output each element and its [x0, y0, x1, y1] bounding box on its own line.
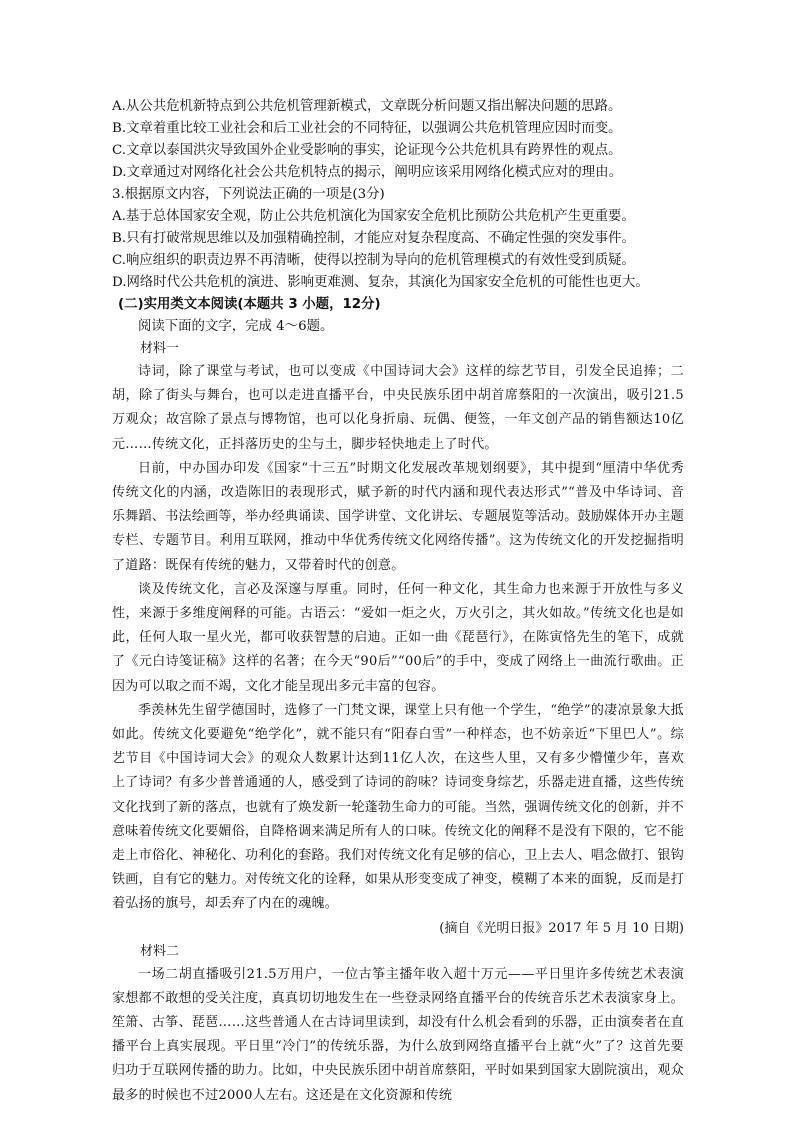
- option-d: D.网络时代公共危机的演进、影响更难测、复杂，其演化为国家安全危机的可能性也更大。: [112, 275, 649, 290]
- option-c: C.响应组织的职责边界不再清晰，使得以控制为导向的危机管理模式的有效性受到质疑。: [112, 253, 635, 268]
- paragraph: 一场二胡直播吸引21.5万用户，一位古筝主播年收入超十万元——平日里许多传统艺术表演家想都不敢想的受关注度，真真切切地发生在一些登录网络直播平台的传统音乐艺术表演家身上。笙箫、古筝、琵琶……这些普通人在古诗词里读到，却没有什么机会看到的乐器，正由演奏者在直播平台上真实展现。平日里“冷门”的传统乐器，为什么放到网络直播平台上就“火”了？这首先要归功于互联网传播的助力。比如，中央民族乐团中胡首席蔡阳，平时如果到国家大剧院演出，观众最多的时候也不过2000人左右。这还是在文化资源和传统: [112, 966, 684, 1103]
- question-3-stem: 3.根据原文内容，下列说法正确的一项是(3分): [112, 187, 385, 202]
- exam-page: [112, 96, 684, 1108]
- material-1-label: 材料一: [140, 341, 180, 356]
- paragraph: 谈及传统文化，言必及深邃与厚重。同时，任何一种文化，其生命力也来源于开放性与多义性，来源于多维度阐释的可能。古语云：“爱如一炬之火，万火引之，其火如故。”传统文化也是如此，任何人取一星火光，都可收获智慧的启迪。正如一曲《琵琶行》，在陈寅恪先生的笔下，成就了《元白诗笺证稿》这样的名著；在今天“90后”“00后”的手中，变成了网络上一曲流行歌曲。正因为可以取之而不竭，文化才能呈现出多元丰富的包容。: [112, 581, 684, 694]
- material-1: [112, 338, 684, 941]
- source-citation: (摘自《光明日报》2017 年 5 月 10 日期): [439, 920, 684, 936]
- option-c: C.文章以泰国洪灾导致国外企业受影响的事实，论证现今公共危机具有跨界性的观点。: [112, 143, 622, 158]
- option-a: A.基于总体国家安全观，防止公共危机演化为国家安全危机比预防公共危机产生更重要。: [112, 209, 635, 224]
- paragraph: 诗词，除了课堂与考试，也可以变成《中国诗词大会》这样的综艺节目，引发全民追捧；二胡，除了街头与舞台，也可以走进直播平台，中央民族乐团中胡首席蔡阳的一次演出，吸引21.5万观众；故宫除了景点与博物馆，也可以化身折扇、玩偶、便签，一年文创产品的销售额达10亿元……传统文化，正抖落历史的尘与土，脚步轻快地走上了时代。: [112, 364, 684, 452]
- material-2: [112, 941, 684, 1108]
- question-3: [112, 184, 684, 294]
- option-b: B.只有打破常规思维以及加强精确控制，才能应对复杂程度高、不确定性强的突发事件。: [112, 231, 635, 246]
- question-2-options: [112, 96, 684, 184]
- material-2-label: 材料二: [140, 943, 180, 959]
- option-d: D.文章通过对网络化社会公共危机特点的揭示，阐明应该采用网络化模式应对的理由。: [112, 165, 622, 180]
- option-b: B.文章着重比较工业社会和后工业社会的不同特征，以强调公共危机管理应因时而变。: [112, 121, 622, 136]
- paragraph: 季羡林先生留学德国时，选修了一门梵文课，课堂上只有他一个学生，“绝学”的凄凉景象大抵如此。传统文化要避免“绝学化”，就不能只有“阳春白雪”一种样态，也不妨亲近“下里巴人”。综艺节目《中国诗词大会》的观众人数累计达到11亿人次，在这些人里，又有多少懵懂少年，喜欢上了诗词？有多少普普通通的人，感受到了诗词的韵味？诗词变身综艺，乐器走进直播，这些传统文化找到了新的落点，也就有了焕发新一轮蓬勃生命力的可能。当然，强调传统文化的创新，并不意味着传统文化要媚俗，自降格调来满足所有人的口味。传统文化的阐释不是没有下限的，它不能走上市俗化、神秘化、功利化的套路。我们对传统文化有足够的信心，卫上去人、唱念做打、银钩铁画，自有它的魅力。对传统文化的诠释，如果从形变变成了神变，模糊了本来的面貌，反而是打着弘扬的旗号，却丢弃了内在的魂魄。: [112, 702, 684, 912]
- option-a: A.从公共危机新特点到公共危机管理新模式，文章既分析问题又指出解决问题的思路。: [112, 99, 622, 114]
- paragraph: 日前，中办国办印发《国家“十三五”时期文化发展改革规划纲要》，其中提到“厘清中华优秀传统文化的内涵，改造陈旧的表现形式，赋予新的时代内涵和现代表达形式”“普及中华诗词、音乐舞蹈、书法绘画等，举办经典诵读、国学讲堂、文化讲坛、专题展览等活动。鼓励媒体开办主题专栏、专题节目。利用互联网，推动中华优秀传统文化网络传播”。这为传统文化的开发挖掘指明了道路：既保有传统的魅力，又带着时代的创意。: [112, 460, 684, 573]
- section-title: (二)实用类文本阅读(本题共 3 小题，12分): [118, 297, 381, 312]
- section-instruction: 阅读下面的文字，完成 4～6题。: [138, 319, 334, 334]
